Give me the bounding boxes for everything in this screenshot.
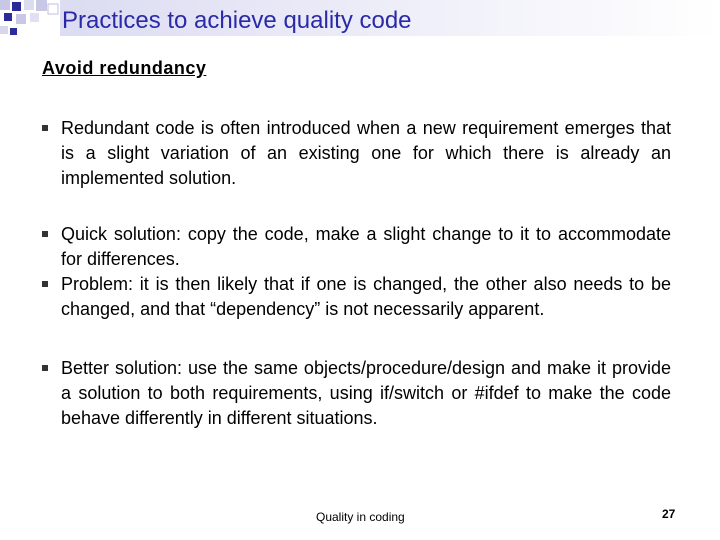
decor-square — [36, 0, 47, 11]
decor-square — [4, 13, 12, 21]
bullet-marker — [42, 365, 48, 371]
decor-square — [12, 2, 21, 11]
bullet-marker — [42, 281, 48, 287]
decor-square — [30, 13, 39, 22]
section-heading: Avoid redundancy — [42, 58, 207, 78]
bullet-marker — [42, 125, 48, 131]
bullet-item: Redundant code is often introduced when a new requirement emerges that is a slight variation of an existing one for which there is already an implemented solution. — [61, 118, 671, 188]
bullet-item: Problem: it is then likely that if one is changed, the other also needs to be changed, and that “dependency” is not necessarily apparent. — [61, 274, 671, 319]
page-number: 27 — [662, 507, 676, 521]
decor-square — [16, 14, 26, 24]
decor-square — [24, 0, 34, 10]
decor-square — [0, 0, 10, 10]
bullet-item: Better solution: use the same objects/procedure/design and make it provide a solution to both requirements, using if/switch or #ifdef to make the code behave differently in different situations. — [61, 358, 671, 428]
bullet-marker — [42, 231, 48, 237]
decor-square — [0, 26, 8, 34]
decor-square — [10, 28, 17, 35]
decor-square — [48, 4, 58, 14]
footer-label: Quality in coding — [316, 510, 405, 524]
bullet-item: Quick solution: copy the code, make a slight change to it to accommodate for differences. — [61, 224, 671, 269]
slide-title: Practices to achieve quality code — [62, 7, 412, 34]
